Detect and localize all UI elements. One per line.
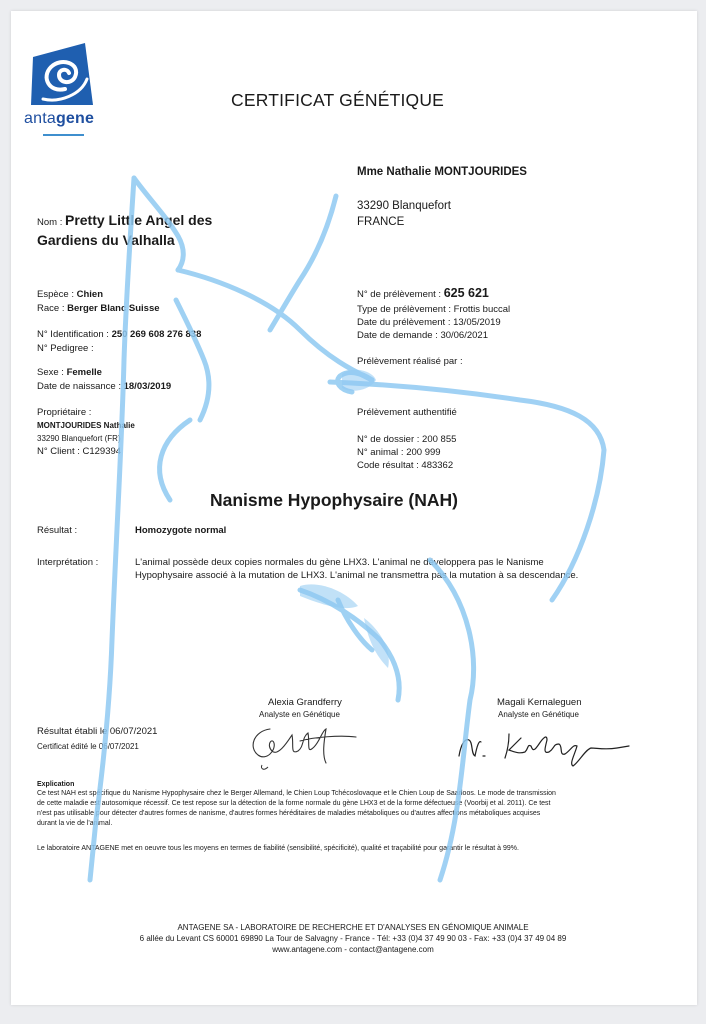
- analyst2-role: Analyste en Génétique: [498, 710, 579, 719]
- sample-number: N° de prélèvement : 625 621: [357, 286, 489, 300]
- pedigree-number: N° Pedigree :: [37, 343, 94, 354]
- interpretation-line1: L'animal possède deux copies normales du gène LHX3. L'animal ne développera pas le Nanisme: [135, 557, 544, 568]
- recipient-city: 33290 Blanquefort: [357, 200, 451, 212]
- sample-date: Date du prélèvement : 13/05/2019: [357, 317, 501, 328]
- analyst2-name: Magali Kernaleguen: [497, 697, 582, 708]
- analyst1-name: Alexia Grandferry: [268, 697, 342, 708]
- request-date: Date de demande : 30/06/2021: [357, 330, 488, 341]
- sex: Sexe : Femelle: [37, 367, 102, 378]
- animal-name-line1: Nom : Pretty Little Angel des: [37, 212, 213, 228]
- footer-contact: www.antagene.com - contact@antagene.com: [272, 945, 434, 954]
- explanation-title: Explication: [37, 781, 75, 788]
- certificate-edited-date: Certificat édité le 06/07/2021: [37, 742, 139, 751]
- certificate-title: CERTIFICAT GÉNÉTIQUE: [231, 90, 445, 110]
- interpretation-label: Interprétation :: [37, 557, 99, 568]
- animal-name-line2: Gardiens du Valhalla: [37, 232, 175, 248]
- owner-label: Propriétaire :: [37, 407, 92, 418]
- footer-address: 6 allée du Levant CS 60001 69890 La Tour de Salvagny - France - Tél: +33 (0)4 37 49 90 03 - Fax: +33 (0)4 37 49 04 89: [139, 934, 567, 943]
- sample-taken-by: Prélèvement réalisé par :: [357, 356, 463, 367]
- footer-company: ANTAGENE SA - LABORATOIRE DE RECHERCHE ET D'ANALYSES EN GÉNOMIQUE ANIMALE: [177, 923, 529, 932]
- animal-number: N° animal : 200 999: [357, 447, 441, 458]
- result-code: Code résultat : 483362: [357, 460, 454, 471]
- owner-address: 33290 Blanquefort (FR): [37, 434, 121, 443]
- quality-statement: Le laboratoire ANTAGENE met en oeuvre tous les moyens en termes de fiabilité (sensibilité, spécificité), qualité et traçabilité pour garantir le résultat à 99%.: [37, 845, 519, 852]
- explanation-line1: Ce test NAH est spécifique du Nanisme Hypophysaire chez le Berger Allemand, le Chien Loup Tchécoslovaque et le Chien Loup de Saarloos. Le mode de transmission: [37, 790, 556, 797]
- sample-authenticated: Prélèvement authentifié: [357, 407, 457, 418]
- breed: Race : Berger Blanc Suisse: [37, 303, 160, 314]
- species: Espèce : Chien: [37, 289, 103, 300]
- test-title: Nanisme Hypophysaire (NAH): [210, 490, 458, 510]
- owner-name: MONTJOURIDES Nathalie: [37, 421, 135, 430]
- analyst2-signature: [455, 726, 635, 770]
- identification-number: N° Identification : 250 269 608 276 838: [37, 329, 202, 340]
- antagene-logo-icon: [29, 43, 97, 109]
- recipient-country: FRANCE: [357, 216, 405, 228]
- logo-underline: [43, 134, 84, 136]
- analyst1-signature: [244, 721, 362, 773]
- result-label: Résultat :: [37, 525, 78, 536]
- date-of-birth: Date de naissance : 18/03/2019: [37, 381, 172, 392]
- result-value: Homozygote normal: [135, 525, 227, 536]
- explanation-line3: n'est pas utilisable pour détecter d'autres formes de nanisme, d'autres formes héréditaires de maladies métaboliques ou d'autres affections métaboliques acquises: [37, 810, 541, 817]
- analyst1-role: Analyste en Génétique: [259, 710, 340, 719]
- file-number: N° de dossier : 200 855: [357, 434, 457, 445]
- recipient-name: Mme Nathalie MONTJOURIDES: [357, 166, 527, 178]
- result-established-date: Résultat établi le 06/07/2021: [37, 726, 158, 737]
- client-number: N° Client : C129394: [37, 446, 122, 457]
- antagene-logo-text: antagene: [24, 110, 95, 127]
- interpretation-line2: Hypophysaire associé à la mutation de LHX3. L'animal ne transmettra pas la mutation à sa descendance.: [135, 570, 579, 581]
- sample-type: Type de prélèvement : Frottis buccal: [357, 304, 511, 315]
- explanation-line2: de cette maladie est autosomique récessif. Ce test repose sur la détection de la forme normale du gène LHX3 et de la forme défectueuse (Voorbij et al. 2011). Ce test: [37, 800, 551, 807]
- explanation-line4: durant la vie de l'animal.: [37, 820, 113, 827]
